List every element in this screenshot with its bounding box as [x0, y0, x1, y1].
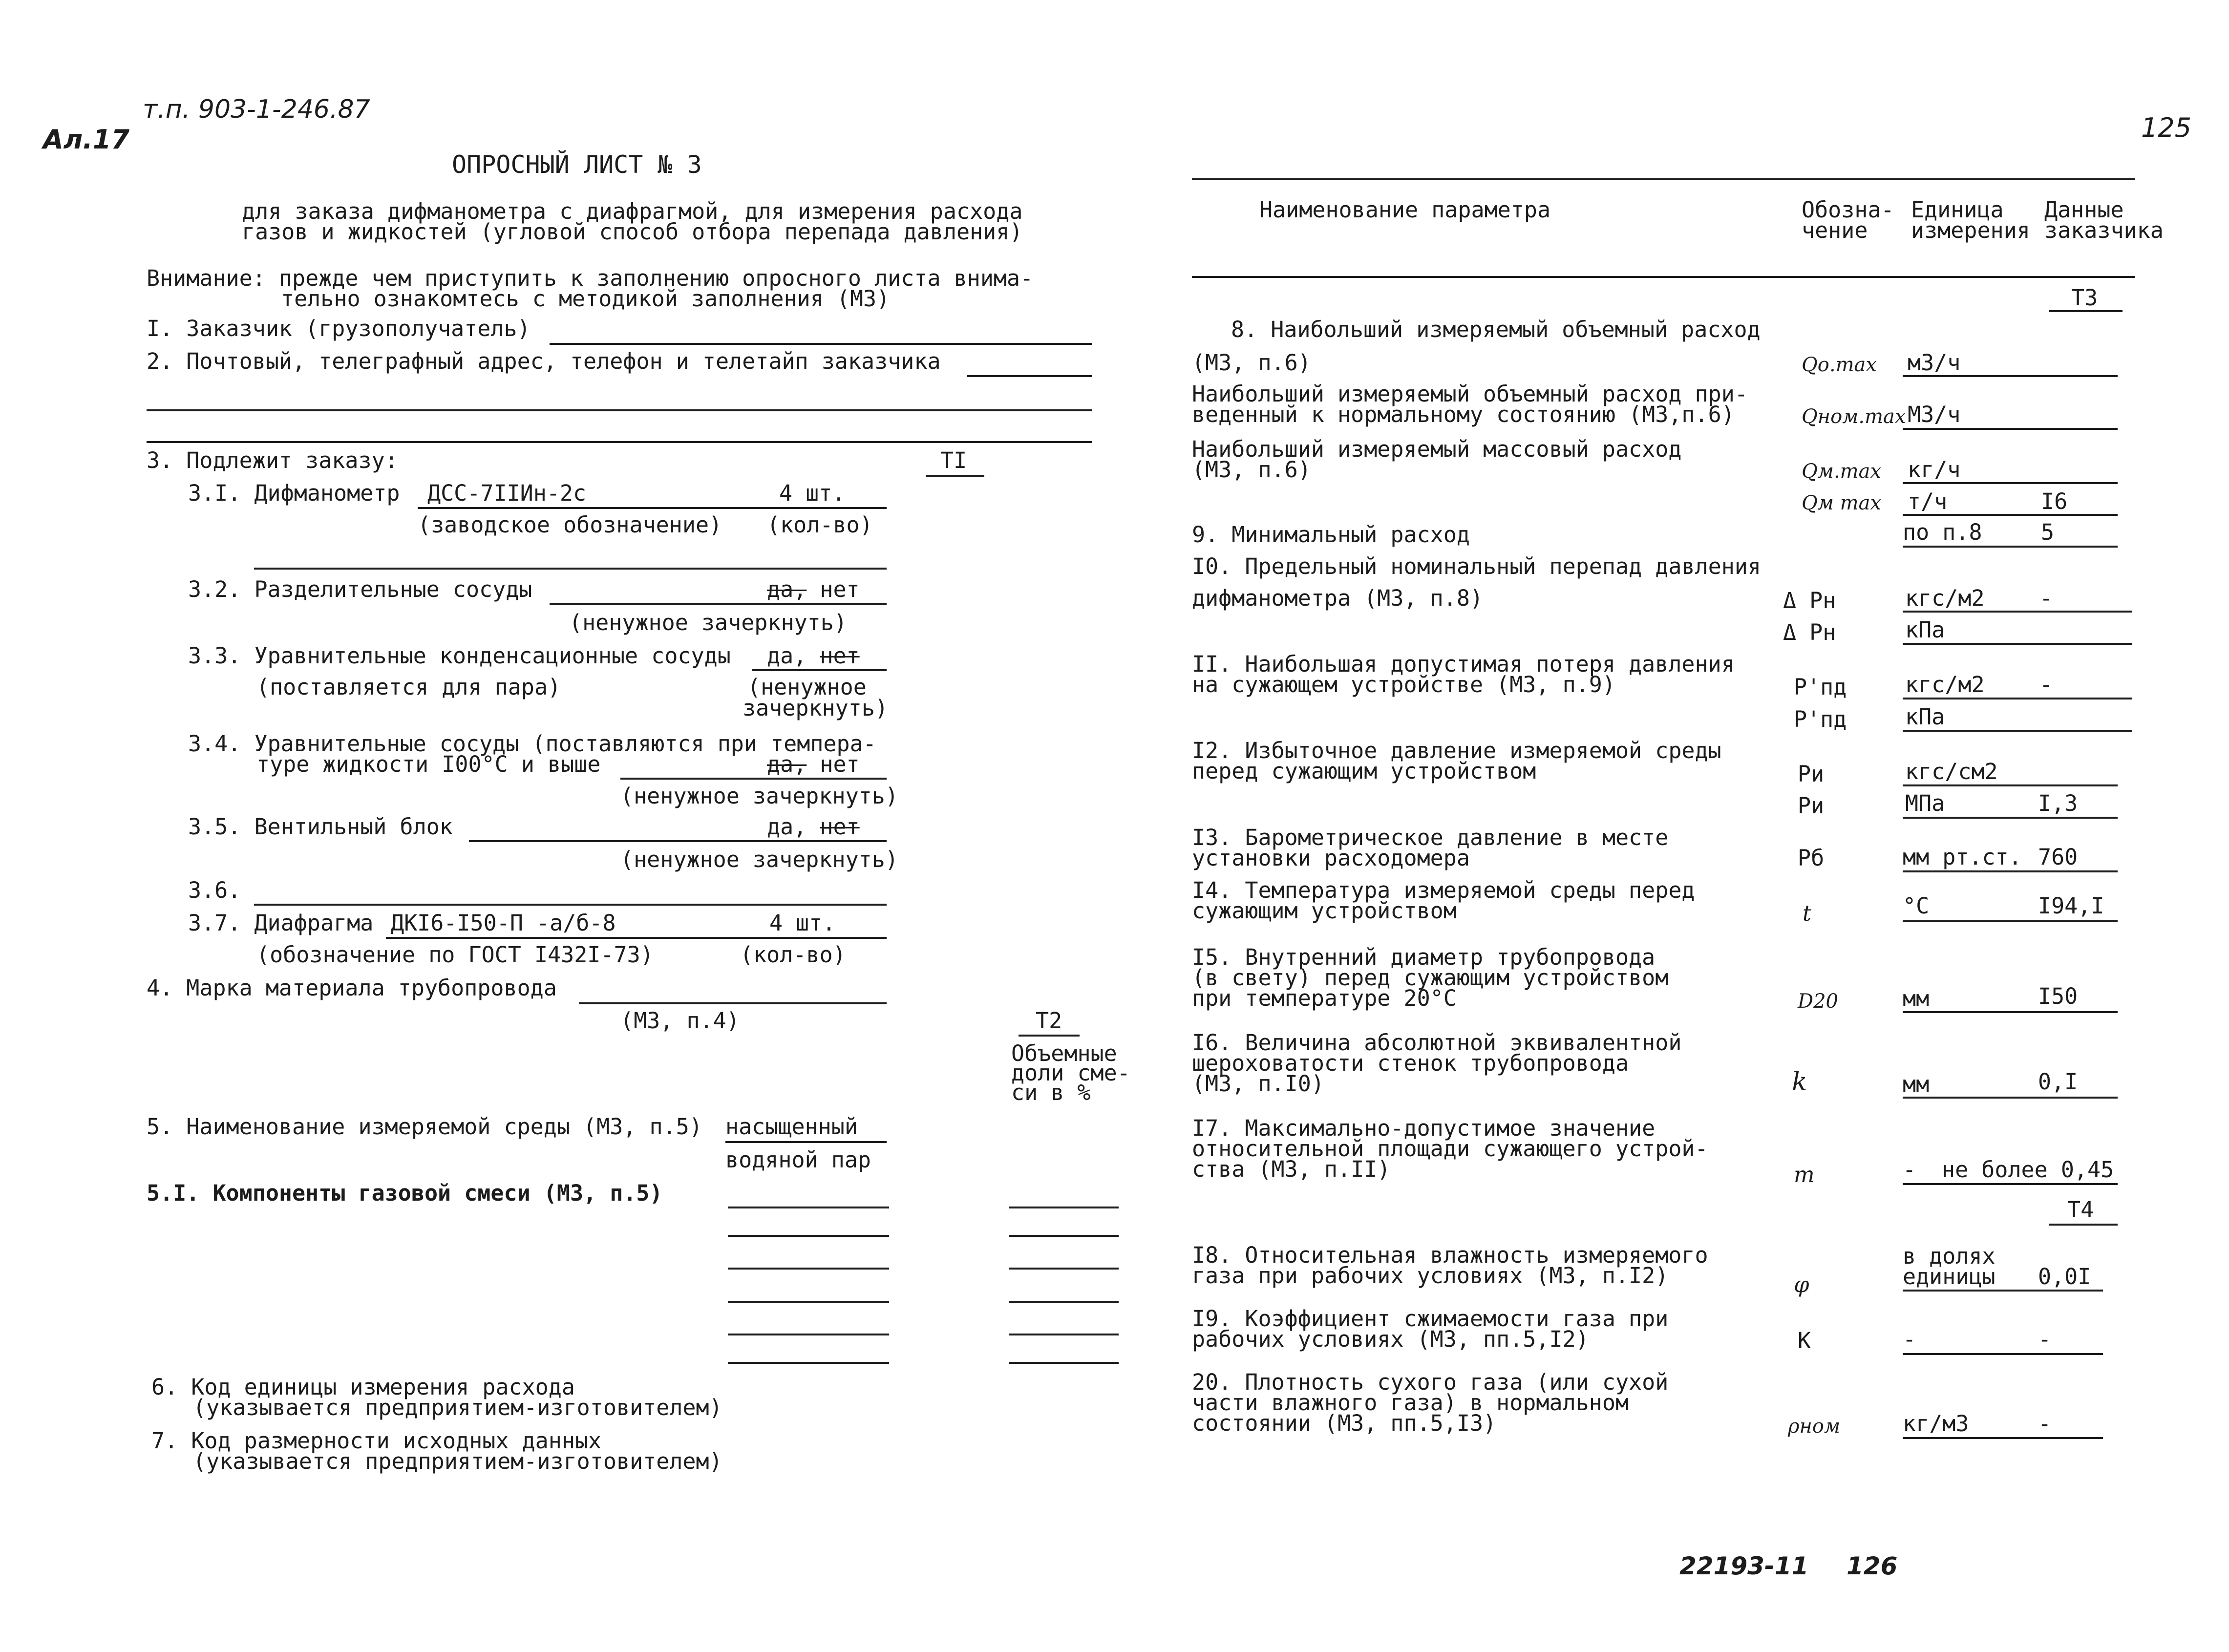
param-11-line-1: II. Наибольшая допустимая потеря давления	[1192, 651, 1735, 677]
param-10-unit: кгс/м2	[1905, 585, 1985, 611]
item-3-7-field	[386, 937, 887, 939]
item-3-7-caption-qty: (кол-во)	[740, 942, 846, 968]
item-3-3-caption-1: (ненужное	[747, 674, 867, 700]
param-10b-field[interactable]	[1903, 643, 2132, 645]
param-13-line-2: установки расходомера	[1192, 845, 1470, 871]
param-12b-value[interactable]: I,3	[2038, 790, 2078, 816]
param-19-line-2: рабочих условиях (МЗ, пп.5,I2)	[1192, 1326, 1589, 1352]
header-symbol-1: Обозна-	[1802, 197, 1894, 223]
component-field-6[interactable]	[728, 1362, 889, 1364]
param-9-field	[1903, 546, 2118, 548]
item-5-medium: 5. Наименование измеряемой среды (МЗ, п.5)	[147, 1114, 702, 1140]
param-13-field	[1903, 870, 2118, 872]
item-3-7-label: 3.7. Диафрагма	[188, 910, 374, 936]
item-3-5-label: 3.5. Вентильный блок	[188, 814, 453, 840]
item-3-5-option[interactable]	[767, 815, 860, 839]
param-8c-line-2: (МЗ, п.6)	[1192, 457, 1311, 483]
param-8d-symbol: Qм max	[1802, 492, 1882, 514]
param-20-value[interactable]: -	[2038, 1411, 2052, 1437]
item-3-2-option[interactable]	[767, 577, 860, 602]
param-16-symbol: k	[1792, 1067, 1807, 1097]
param-8d-value[interactable]: I6	[2041, 488, 2068, 514]
item-3-3-no-struck: нет	[820, 643, 860, 669]
item-6-line-2: (указывается предприятием-изготовителем)	[193, 1395, 722, 1420]
param-20-unit: кг/м3	[1903, 1411, 1969, 1437]
item-3-7-value[interactable]: ДКI6-I50-П -а/б-8	[391, 910, 616, 936]
param-13-value[interactable]: 760	[2038, 844, 2078, 870]
param-20-symbol: ρном	[1788, 1415, 1841, 1438]
header-data-2: заказчика	[2044, 217, 2164, 243]
param-11-line-2: на сужающем устройстве (МЗ, п.9)	[1192, 672, 1615, 698]
param-10-line-2: дифманометра (МЗ, п.8)	[1192, 585, 1484, 611]
item-3-2-field	[550, 603, 887, 605]
item-3-5-field	[469, 840, 887, 842]
item-3-5-caption: (ненужное зачеркнуть)	[620, 847, 898, 872]
param-8b-line-1: Наибольший измеряемый объемный расход при-	[1192, 381, 1748, 407]
param-18-line-2: газа при рабочих условиях (МЗ, п.I2)	[1192, 1263, 1669, 1289]
param-8b-symbol: Qном.max	[1802, 405, 1906, 428]
header-symbol-2: чение	[1802, 217, 1868, 243]
param-17-line-3: ства (МЗ, п.II)	[1192, 1156, 1391, 1182]
param-18-unit-2: единицы	[1903, 1264, 1995, 1290]
item-3-4-option[interactable]	[767, 752, 860, 777]
param-19-line-1: I9. Коэффициент сжимаемости газа при	[1192, 1306, 1669, 1332]
param-9-value[interactable]: 5	[2041, 519, 2055, 545]
param-12-field[interactable]	[1903, 784, 2118, 786]
param-11b-field[interactable]	[1903, 730, 2132, 732]
item-3-4-caption: (ненужное зачеркнуть)	[620, 783, 898, 809]
param-8d-unit: т/ч	[1908, 488, 1948, 514]
param-8-line-1: 8. Наибольший измеряемый объемный расход	[1231, 317, 1761, 342]
item-3-3-yes: да,	[767, 643, 807, 669]
component-field-4[interactable]	[728, 1301, 889, 1303]
fraction-field-2[interactable]	[1009, 1235, 1119, 1237]
param-12b-unit: МПа	[1905, 790, 1945, 816]
param-8c-line-1: Наибольший измеряемый массовый расход	[1192, 436, 1682, 462]
item-3-6-label: 3.6.	[188, 877, 241, 903]
param-15-line-2: (в свету) перед сужающим устройством	[1192, 965, 1669, 991]
item-3-3-label: 3.3. Уравнительные конденсационные сосуды	[188, 643, 731, 669]
param-19-symbol: К	[1798, 1328, 1811, 1354]
param-18-symbol: φ	[1794, 1271, 1809, 1297]
item-3-4-line-1: 3.4. Уравнительные сосуды (поставляются при темпера-	[188, 731, 876, 757]
param-11-field	[1903, 698, 2132, 699]
attention-line-1: Внимание: прежде чем приступить к заполнению опросного листа внима-	[147, 265, 1034, 291]
param-9-unit: по п.8	[1903, 519, 1982, 545]
param-16-unit: мм	[1903, 1071, 1930, 1097]
page-number-bottom: 126	[1847, 1552, 1898, 1580]
param-18-field	[1903, 1290, 2103, 1292]
t4-underline	[2049, 1224, 2118, 1226]
param-8-field[interactable]	[1903, 375, 2118, 377]
form-subtitle-2: газов и жидкостей (угловой способ отбора перепада давления)	[242, 219, 1023, 245]
t1-underline	[926, 475, 984, 477]
param-17-field	[1903, 1183, 2118, 1185]
param-15-unit: мм	[1903, 986, 1930, 1012]
param-8b-line-2: веденный к нормальному состоянию (МЗ,п.6)	[1192, 402, 1735, 427]
fraction-field-3[interactable]	[1009, 1268, 1119, 1270]
param-17-unit: -	[1903, 1157, 1916, 1183]
form-title: ОПРОСНЫЙ ЛИСТ № 3	[452, 150, 702, 179]
param-14-line-1: I4. Температура измеряемой среды перед	[1192, 877, 1695, 903]
item-3-2-yes-struck: да,	[767, 576, 807, 602]
param-15-value[interactable]: I50	[2038, 983, 2078, 1009]
header-top-rule	[1192, 178, 2135, 180]
param-8c-unit: кг/ч	[1908, 457, 1961, 483]
item-3-2-no: нет	[820, 576, 860, 602]
param-10-field	[1903, 611, 2132, 613]
param-10-value[interactable]: -	[2039, 585, 2053, 611]
item-3-3-field	[752, 669, 887, 671]
attention-line-2: тельно ознакомтесь с методикой заполнения (МЗ)	[281, 286, 890, 312]
item-3-6-field[interactable]	[254, 904, 887, 906]
param-14-value[interactable]: I94,I	[2038, 893, 2104, 919]
param-16-line-1: I6. Величина абсолютной эквивалентной	[1192, 1030, 1682, 1056]
pipe-material-field[interactable]	[579, 1002, 887, 1004]
t2-caption-1: Объемные	[1011, 1040, 1117, 1066]
param-16-line-3: (МЗ, п.I0)	[1192, 1071, 1324, 1097]
param-17-line-2: относительной площади сужающего устрой-	[1192, 1136, 1708, 1162]
component-field-1[interactable]	[728, 1207, 889, 1208]
param-19-value[interactable]: -	[2038, 1326, 2052, 1352]
param-10-symbol: Δ Рн	[1783, 588, 1836, 614]
param-18-value[interactable]: 0,0I	[2038, 1264, 2091, 1290]
component-field-2[interactable]	[728, 1235, 889, 1237]
param-20-line-2: части влажного газа) в нормальном	[1192, 1390, 1629, 1416]
fraction-field-6[interactable]	[1009, 1362, 1119, 1364]
item-3-3-sub: (поставляется для пара)	[256, 674, 561, 700]
component-field-3[interactable]	[728, 1268, 889, 1270]
param-18-unit-1: в долях	[1903, 1243, 1995, 1269]
item-3-7-qty[interactable]: 4 шт.	[769, 910, 836, 936]
item-3-1-extra-line	[254, 568, 887, 570]
item-2-address: 2. Почтовый, телеграфный адрес, телефон и телетайп заказчика	[147, 348, 941, 374]
param-16-field	[1903, 1097, 2118, 1099]
table-mark-t1: TI	[940, 447, 967, 473]
item-3-5-no-struck: нет	[820, 814, 860, 840]
component-field-5[interactable]	[728, 1334, 889, 1335]
item-7-line-1: 7. Код размерности исходных данных	[151, 1428, 602, 1454]
param-11b-unit: кПа	[1905, 704, 1945, 730]
param-14-line-2: сужающим устройством	[1192, 898, 1457, 924]
item-4-pipe-material: 4. Марка материала трубопровода	[147, 975, 557, 1001]
header-unit-1: Единица	[1911, 197, 2004, 223]
album-sheet-mark: Ал.17	[43, 124, 130, 155]
param-10-line-1: I0. Предельный номинальный перепад давления	[1192, 553, 1761, 579]
archive-stamp: 22193-11	[1679, 1552, 1809, 1580]
param-17-value[interactable]: не более 0,45	[1942, 1157, 2114, 1183]
item-4-caption: (МЗ, п.4)	[620, 1008, 740, 1034]
param-17-symbol: m	[1794, 1162, 1815, 1187]
item-7-line-2: (указывается предприятием-изготовителем)	[193, 1448, 722, 1474]
t2-underline	[1019, 1035, 1080, 1037]
item-6-line-1: 6. Код единицы измерения расхода	[151, 1374, 575, 1400]
param-8c-field[interactable]	[1903, 482, 2118, 484]
item-5-1-components: 5.I. Компоненты газовой смеси (МЗ, п.5)	[147, 1180, 663, 1206]
t2-caption-2: доли сме-	[1011, 1060, 1130, 1086]
item-3-1-field	[418, 507, 887, 509]
param-13-line-1: I3. Барометрическое давление в месте	[1192, 825, 1669, 850]
param-10b-symbol: Δ Рн	[1783, 619, 1836, 645]
param-11-value[interactable]: -	[2039, 672, 2053, 698]
header-parameter-name: Наименование параметра	[1259, 197, 1551, 223]
param-12b-symbol: Ри	[1798, 793, 1825, 819]
header-bottom-rule	[1192, 276, 2135, 278]
param-8-symbol: Qо.max	[1802, 354, 1877, 376]
param-10b-unit: кПа	[1905, 617, 1945, 643]
item-3-3-option[interactable]	[767, 644, 860, 668]
table-mark-t3: T3	[2071, 285, 2098, 311]
item-3-2-label: 3.2. Разделительные сосуды	[188, 576, 532, 602]
param-20-line-3: состоянии (МЗ, пп.5,I3)	[1192, 1410, 1497, 1436]
form-subtitle-1: для заказа дифманометра с диафрагмой, для измерения расхода	[242, 198, 1023, 224]
param-11-unit: кгс/м2	[1905, 672, 1985, 698]
item-3-1-caption-qty: (кол-во)	[767, 512, 873, 538]
param-13-symbol: Рб	[1798, 845, 1825, 871]
param-19-field	[1903, 1353, 2103, 1355]
item-3-5-yes: да,	[767, 814, 807, 840]
param-15-symbol: D20	[1798, 990, 1838, 1013]
item-3-2-caption: (ненужное зачеркнуть)	[569, 610, 847, 635]
item-3-7-caption-designation: (обозначение по ГОСТ I432I-73)	[256, 942, 654, 968]
fraction-field-1[interactable]	[1009, 1207, 1119, 1208]
param-12-symbol: Ри	[1798, 761, 1825, 787]
item-3-4-field	[620, 778, 887, 780]
param-11b-symbol: Р'пд	[1794, 706, 1847, 732]
param-12b-field	[1903, 817, 2118, 819]
fraction-field-5[interactable]	[1009, 1334, 1119, 1335]
param-8d-field	[1903, 514, 2118, 516]
param-12-unit: кгс/см2	[1905, 759, 1998, 784]
param-8b-field[interactable]	[1903, 428, 2118, 430]
item-3-4-line-2: туре жидкости I00°C и выше	[256, 751, 601, 777]
item-1-customer: I. Заказчик (грузополучатель)	[147, 316, 531, 341]
item-3-3-caption-2: зачеркнуть)	[743, 695, 889, 721]
item-5-value-1[interactable]: насыщенный	[725, 1114, 858, 1140]
address-field-1[interactable]	[967, 375, 1092, 377]
item-3-order: 3. Подлежит заказу:	[147, 447, 398, 473]
param-8b-unit: М3/ч	[1908, 402, 1961, 427]
param-13-unit: мм рт.ст.	[1903, 844, 2022, 870]
param-17-line-1: I7. Максимально-допустимое значение	[1192, 1115, 1656, 1141]
header-unit-2: измерения	[1911, 217, 2030, 243]
item-3-1-qty[interactable]: 4 шт.	[779, 480, 846, 506]
item-3-1-value[interactable]: ДСС-7IIИн-2с	[427, 480, 587, 506]
item-5-value-2[interactable]: водяной пар	[725, 1147, 871, 1173]
t3-underline	[2049, 310, 2123, 312]
project-number: т.п. 903-1-246.87	[143, 95, 370, 124]
address-field-2[interactable]	[147, 409, 1092, 411]
table-mark-t4: T4	[2067, 1197, 2094, 1223]
item-3-1-caption-designation: (заводское обозначение)	[418, 512, 722, 538]
t2-caption-3: си в %	[1011, 1080, 1091, 1105]
param-8-line-2: (МЗ, п.6)	[1192, 350, 1311, 376]
param-15-field	[1903, 1011, 2118, 1013]
param-11-symbol: Р'пд	[1794, 674, 1847, 700]
customer-field[interactable]	[550, 343, 1092, 345]
item-5-field	[725, 1141, 887, 1143]
param-16-value[interactable]: 0,I	[2038, 1069, 2078, 1095]
param-18-line-1: I8. Относительная влажность измеряемого	[1192, 1242, 1708, 1268]
fraction-field-4[interactable]	[1009, 1301, 1119, 1303]
param-8c-symbol: Qм.max	[1802, 460, 1882, 483]
param-19-unit: -	[1903, 1326, 1916, 1352]
item-3-4-no: нет	[820, 751, 860, 777]
param-15-line-3: при температуре 20°C	[1192, 985, 1457, 1011]
param-14-unit: °C	[1903, 893, 1930, 919]
address-field-3[interactable]	[147, 441, 1092, 443]
param-12-line-2: перед сужающим устройством	[1192, 758, 1536, 784]
param-15-line-1: I5. Внутренний диаметр трубопровода	[1192, 944, 1656, 970]
item-3-4-yes-struck: да,	[767, 751, 807, 777]
param-20-line-1: 20. Плотность сухого газа (или сухой	[1192, 1369, 1669, 1395]
page-number-top: 125	[2141, 112, 2192, 143]
param-9-label: 9. Минимальный расход	[1192, 522, 1470, 548]
param-8-unit: м3/ч	[1908, 350, 1961, 376]
param-20-field	[1903, 1437, 2103, 1439]
table-mark-t2: T2	[1036, 1008, 1062, 1034]
item-3-1-label: 3.I. Дифманометр	[188, 480, 400, 506]
header-data-1: Данные	[2044, 197, 2124, 223]
param-14-field	[1903, 920, 2118, 922]
param-12-line-1: I2. Избыточное давление измеряемой среды	[1192, 738, 1721, 763]
param-14-symbol: t	[1803, 900, 1812, 926]
param-16-line-2: шероховатости стенок трубопровода	[1192, 1050, 1629, 1076]
